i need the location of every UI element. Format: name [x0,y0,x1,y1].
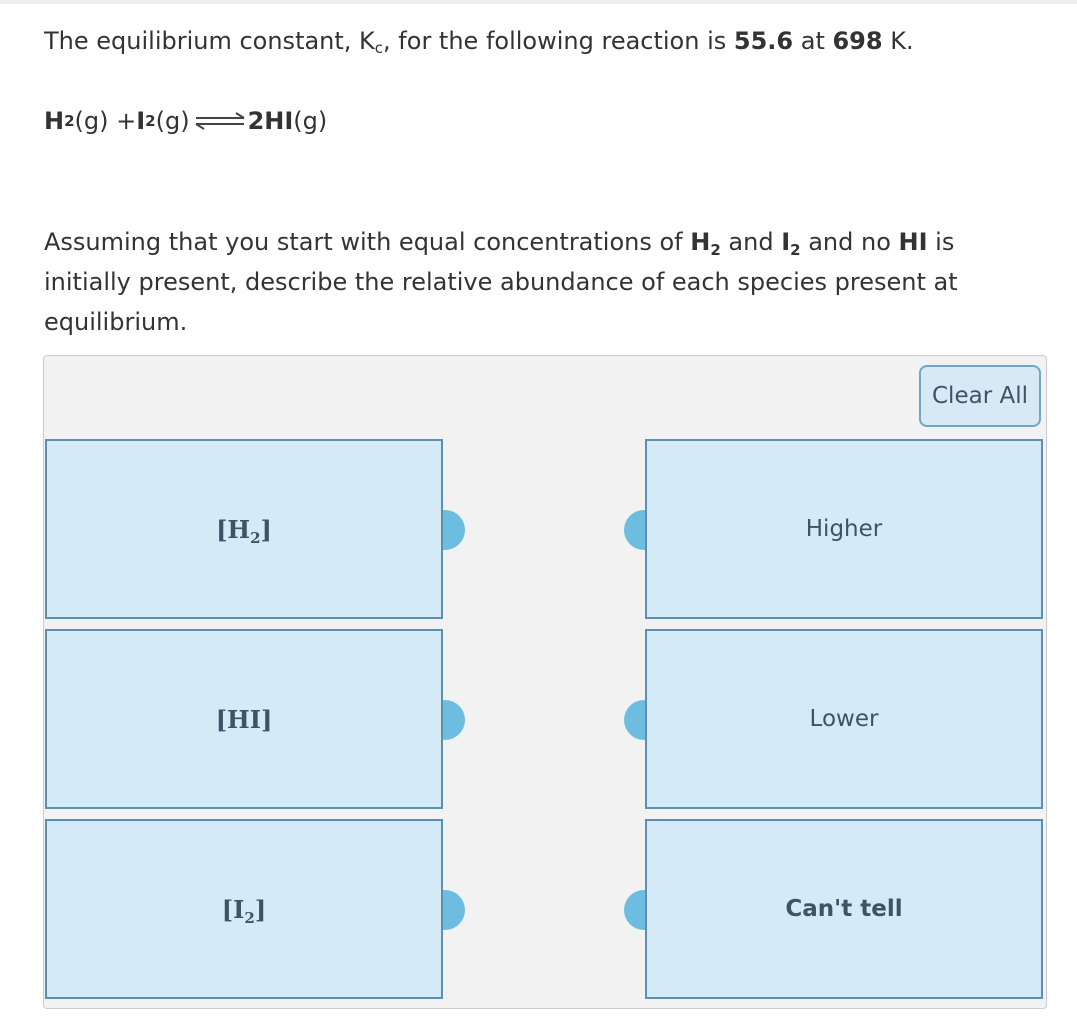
question-i2: I [781,228,791,256]
option-cant-tell-label: Can't tell [785,896,903,922]
question-and: and [720,228,782,256]
item-h2-open: [H [216,514,251,544]
item-h2-close: ] [260,514,272,544]
product-hi: 2HI [247,107,294,135]
item-i2-label [221,894,267,927]
equilibrium-arrow-icon [194,111,246,131]
kc-value: 55.6 [733,27,794,55]
question-part3: is initially present, describe the relative abundance of each species present at equilibrium. [44,228,958,336]
reactant-i2-state: (g) [155,107,190,135]
product-hi-state: (g) [293,107,328,135]
question-h2: H [690,228,711,256]
item-i2-subscript: 2 [244,908,255,927]
question-part2: and no [800,228,899,256]
intro-text-at: at [793,27,833,55]
option-lower-label: Lower [809,706,879,732]
item-h2-concentration[interactable] [45,439,443,619]
item-i2-close: ] [254,894,267,924]
question-part1: Assuming that you start with equal concentrations of [44,228,691,256]
kc-subscript: c [374,39,384,57]
item-h2-subscript: 2 [250,528,261,547]
question-h2-subscript: 2 [710,241,721,259]
option-higher-label: Higher [805,516,883,542]
option-higher[interactable] [645,439,1043,619]
intro-sentence [44,24,914,58]
reaction-equation: H 2 (g) + I 2 (g) 2HI (g) [44,104,327,138]
reactant-h2-state: (g) + [74,107,137,135]
top-divider [0,0,1077,4]
question-hi: HI [898,228,928,256]
option-lower[interactable] [645,629,1043,809]
option-cant-tell[interactable] [645,819,1043,999]
intro-text: The equilibrium constant, K [44,27,375,55]
temperature-value: 698 [832,27,883,55]
clear-all-button[interactable]: Clear All [919,365,1041,427]
temperature-unit: K. [882,27,914,55]
item-i2-concentration[interactable] [45,819,443,999]
item-h2-label [216,514,272,547]
reactant-i2: I [136,107,146,135]
question-text [44,222,1004,342]
item-hi-label: [HI] [215,704,273,734]
reactant-h2: H [44,107,65,135]
question-i2-subscript: 2 [790,241,801,259]
item-i2-open: [I [221,894,245,924]
intro-text-middle: , for the following reaction is [383,27,734,55]
item-hi-concentration[interactable] [45,629,443,809]
